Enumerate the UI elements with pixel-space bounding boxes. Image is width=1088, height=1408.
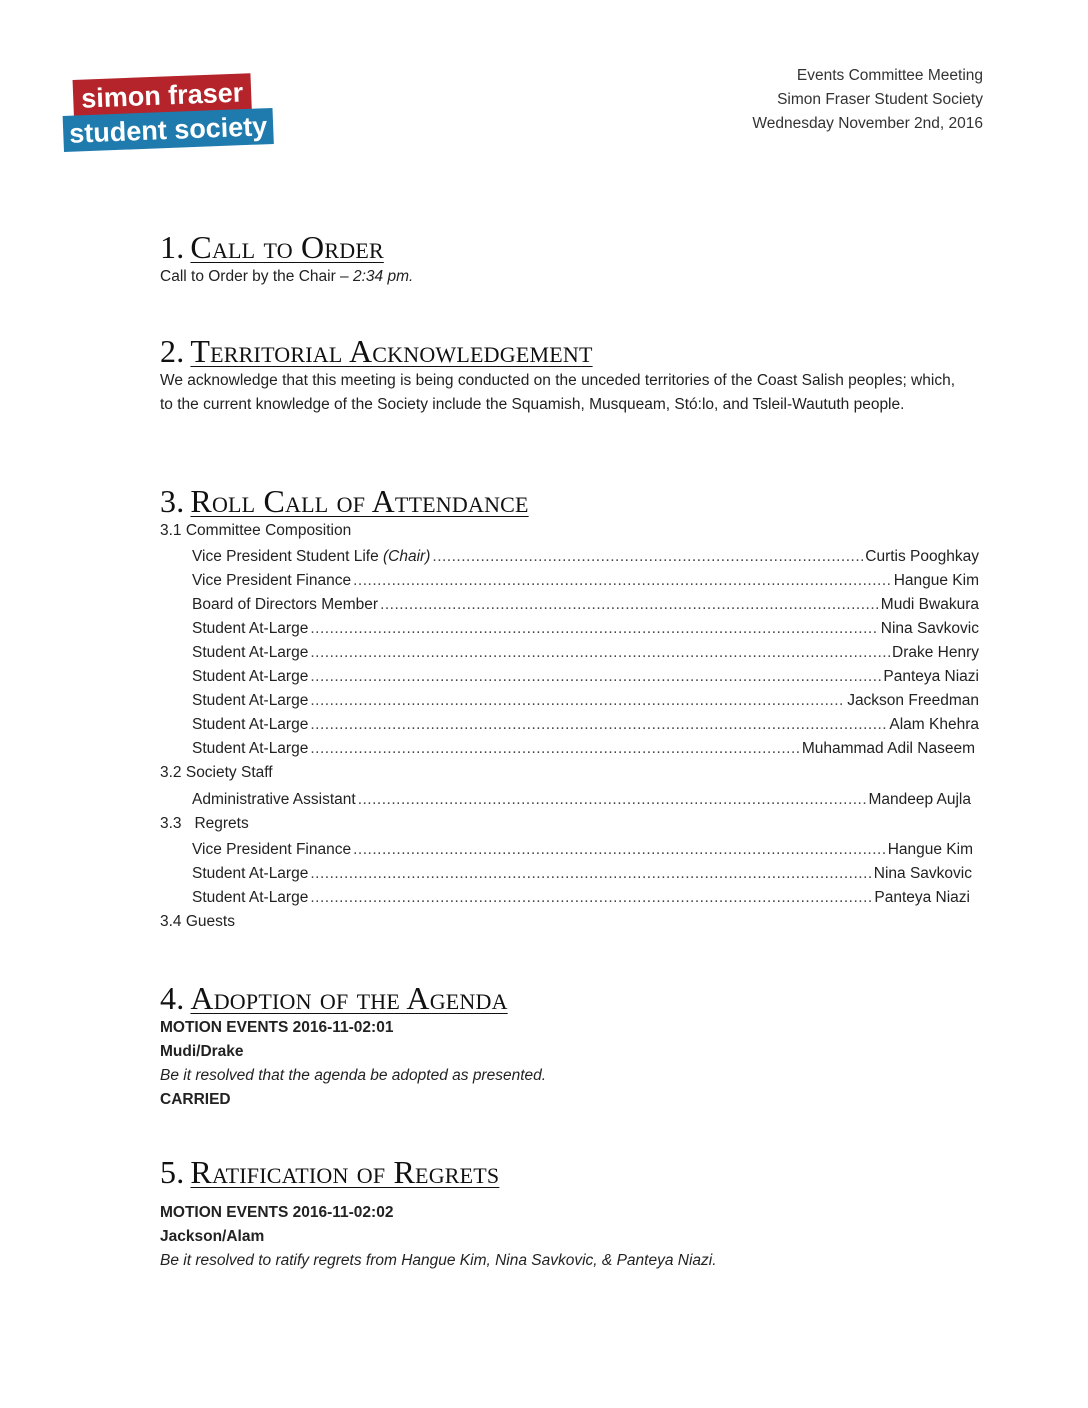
- section-heading: [160, 980, 980, 1016]
- section-territorial-acknowledgement: [160, 333, 980, 417]
- member-name: Mandeep Aujla: [868, 791, 971, 808]
- role-label: Student At-Large: [192, 889, 309, 906]
- section-number: 5.: [160, 1154, 185, 1190]
- section-number: 1.: [160, 229, 185, 265]
- motion-number: MOTION EVENTS 2016-11-02:01: [160, 1019, 394, 1036]
- member-name: Jackson Freedman: [847, 692, 979, 709]
- role-label: Student At-Large: [192, 692, 309, 709]
- role-label: Student At-Large: [192, 644, 309, 661]
- attendance-row: [192, 788, 971, 812]
- role-label: Vice President Student Life: [192, 548, 384, 565]
- dot-leader: [310, 737, 799, 761]
- header-meeting-name: Events Committee Meeting: [796, 67, 983, 84]
- dot-leader: [358, 788, 867, 812]
- dot-leader: [310, 617, 878, 641]
- section-heading: [160, 1154, 980, 1190]
- section-number: 4.: [160, 980, 185, 1016]
- acknowledgement-text: We acknowledge that this meeting is being conducted on the unceded territories of the Coast Salish peoples; which, to the current knowledge of the Society include the Squamish, Musqueam, Stó:lo, and Tsleil-Waututh people.: [160, 372, 955, 413]
- motion-result: CARRIED: [160, 1091, 231, 1108]
- attendance-row: [192, 617, 979, 641]
- dot-leader: [310, 862, 871, 886]
- regrets-row: [192, 838, 973, 862]
- section-title: Call to Order: [190, 229, 384, 265]
- call-to-order-label: Call to Order by the Chair –: [160, 268, 353, 285]
- role-label: Student At-Large: [192, 740, 309, 757]
- section-heading: [160, 229, 980, 265]
- section-title: Roll Call of Attendance: [190, 483, 529, 519]
- dot-leader: [310, 713, 887, 737]
- dot-leader: [310, 641, 890, 665]
- header-date: Wednesday November 2nd, 2016: [752, 115, 983, 132]
- member-name: Hangue Kim: [893, 572, 979, 589]
- motion-resolution: Be it resolved to ratify regrets from Hangue Kim, Nina Savkovic, & Panteya Niazi.: [160, 1252, 717, 1269]
- attendance-row: [192, 641, 979, 665]
- dot-leader: [432, 545, 863, 569]
- regrets-row: [192, 862, 972, 886]
- member-name: Nina Savkovic: [880, 620, 979, 637]
- call-to-order-time: 2:34 pm.: [352, 268, 414, 285]
- dot-leader: [353, 569, 892, 593]
- dot-leader: [310, 886, 872, 910]
- role: [192, 545, 430, 569]
- regrets-row: [192, 886, 970, 910]
- role-label: Student At-Large: [192, 865, 309, 882]
- attendance-row: [192, 545, 979, 569]
- dot-leader: [310, 665, 881, 689]
- member-name: Mudi Bwakura: [880, 596, 979, 613]
- role-label: Student At-Large: [192, 716, 309, 733]
- section-adoption-of-agenda: [160, 980, 980, 1112]
- header-organization: Simon Fraser Student Society: [777, 91, 983, 108]
- section-call-to-order: [160, 229, 980, 289]
- subheading-committee-composition: 3.1 Committee Composition: [160, 522, 352, 539]
- section-heading: [160, 483, 980, 519]
- logo-line-2: student society: [63, 108, 274, 152]
- member-name: Alam Khehra: [889, 716, 979, 733]
- role-label: Administrative Assistant: [192, 791, 356, 808]
- section-title: Territorial Acknowledgement: [190, 333, 593, 369]
- section-roll-call: [160, 483, 980, 934]
- section-number: 3.: [160, 483, 185, 519]
- motion-movers: Mudi/Drake: [160, 1043, 244, 1060]
- role-label: Vice President Finance: [192, 572, 352, 589]
- attendance-row: [192, 569, 979, 593]
- subheading-society-staff: 3.2 Society Staff: [160, 764, 273, 781]
- attendance-row: [192, 665, 979, 689]
- role-label: Student At-Large: [192, 668, 309, 685]
- logo-line-1: simon fraser: [73, 73, 252, 118]
- section-ratification-of-regrets: [160, 1154, 980, 1273]
- member-name: Drake Henry: [892, 644, 979, 661]
- role-label: Student At-Large: [192, 620, 309, 637]
- dot-leader: [380, 593, 879, 617]
- attendance-row: [192, 689, 979, 713]
- sfss-logo: [64, 77, 278, 156]
- section-number: 2.: [160, 333, 185, 369]
- role-note: (Chair): [383, 548, 431, 565]
- section-heading: [160, 333, 980, 369]
- motion-resolution: Be it resolved that the agenda be adopted as presented.: [160, 1067, 547, 1084]
- member-name: Nina Savkovic: [873, 865, 972, 882]
- section-title: Ratification of Regrets: [190, 1154, 500, 1190]
- dot-leader: [353, 838, 886, 862]
- member-name: Hangue Kim: [887, 841, 973, 858]
- role-label: Vice President Finance: [192, 841, 352, 858]
- section-title: Adoption of the Agenda: [190, 980, 508, 1016]
- member-name: Panteya Niazi: [874, 889, 970, 906]
- document-header: [752, 64, 983, 136]
- call-to-order-text: [160, 265, 980, 289]
- member-name: Curtis Pooghkay: [865, 548, 979, 565]
- subheading-regrets: 3.3 Regrets: [160, 815, 249, 832]
- motion-number: MOTION EVENTS 2016-11-02:02: [160, 1204, 394, 1221]
- member-name: Muhammad Adil Naseem: [801, 740, 975, 757]
- motion-movers: Jackson/Alam: [160, 1228, 265, 1245]
- dot-leader: [310, 689, 845, 713]
- attendance-row: [192, 713, 979, 737]
- subheading-guests: 3.4 Guests: [160, 913, 235, 930]
- attendance-row: [192, 593, 979, 617]
- role-label: Board of Directors Member: [192, 596, 379, 613]
- attendance-row: [192, 737, 975, 761]
- member-name: Panteya Niazi: [883, 668, 979, 685]
